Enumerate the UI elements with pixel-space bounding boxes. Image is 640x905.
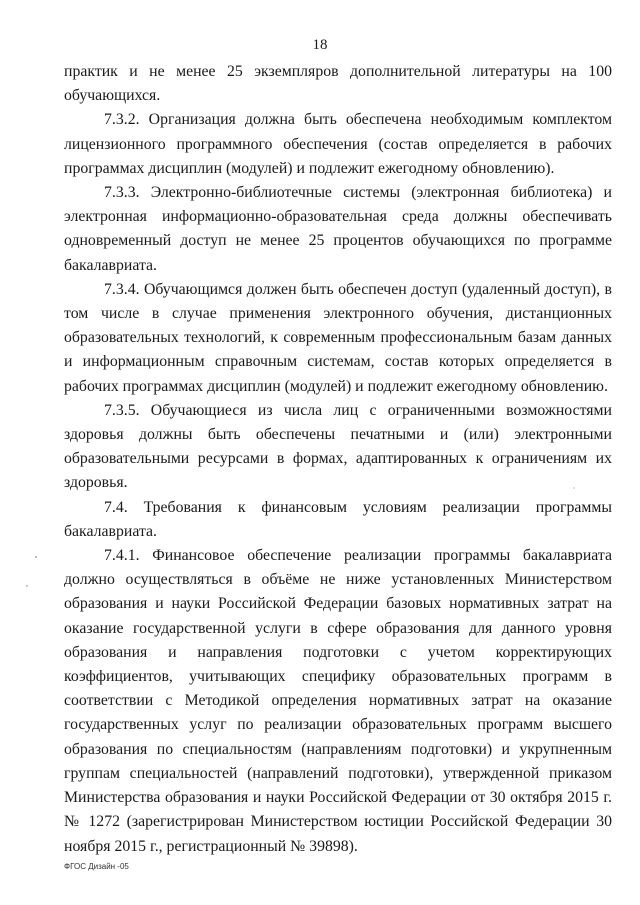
document-body <box>64 60 612 859</box>
paragraph-7-3-4: 7.3.4. Обучающимся должен быть обеспечен доступ (удаленный доступ), в том числе в случае применения электронного обучения, дистанционных образовательных технологий, к современным профессиональным базам данных и информационным справочным системам, состав которых определяется в рабочих программах дисциплин (модулей) и подлежит ежегодному обновлению. <box>64 280 612 395</box>
footer-label: ФГОС Дизайн -05 <box>64 862 129 871</box>
paragraph-7-3-3: 7.3.3. Электронно-библиотечные системы (электронная библиотека) и электронная информационно-образовательная среда должны обеспечивать одновременный доступ не менее 25 процентов обучающихся по программе бакалавриата. <box>64 184 612 274</box>
paragraph-7-3-2: 7.3.2. Организация должна быть обеспечена необходимым комплектом лицензионного программного обеспечения (состав определяется в рабочих программах дисциплин (модулей) и подлежит ежегодному обновлению). <box>64 111 612 177</box>
scan-speck <box>35 556 37 558</box>
paragraph-7-3-5: 7.3.5. Обучающиеся из числа лиц с ограниченными возможностями здоровья должны быть обеспечены печатными и (или) электронными образовательными ресурсами в формах, адаптированных к ограничениям их здоровья. <box>64 401 612 492</box>
scan-speck <box>26 585 27 586</box>
page-number: 18 <box>312 37 328 53</box>
section-heading-7-4: 7.4. Требования к финансовым условиям реализации программы бакалавриата. <box>64 498 612 540</box>
paragraph-7-4-1: 7.4.1. Финансовое обеспечение реализации программы бакалавриата должно осуществляться в объёме не ниже установленных Министерством образования и науки Российской Федерации базовых нормативных затрат на оказание государственной услуги в сфере образования для данного уровня образования и направления подготовки с учетом корректирующих коэффициентов, учитывающих специфику образовательных программ в соответствии с Методикой определения нормативных затрат на оказание государственных услуг по реализации образовательных программ высшего образования по специальностям (направлениям подготовки) и укрупненным группам специальностей (направлений подготовки), утвержденной приказом Министерства образования и науки Российской Федерации от 30 октября 2015 г. № 1272 (зарегистрирован Министерством юстиции Российской Федерации 30 ноября 2015 г., регистрационный № 39898). <box>64 547 612 855</box>
paragraph-continuation: практик и не менее 25 экземпляров дополнительной литературы на 100 обучающихся. <box>64 63 612 105</box>
